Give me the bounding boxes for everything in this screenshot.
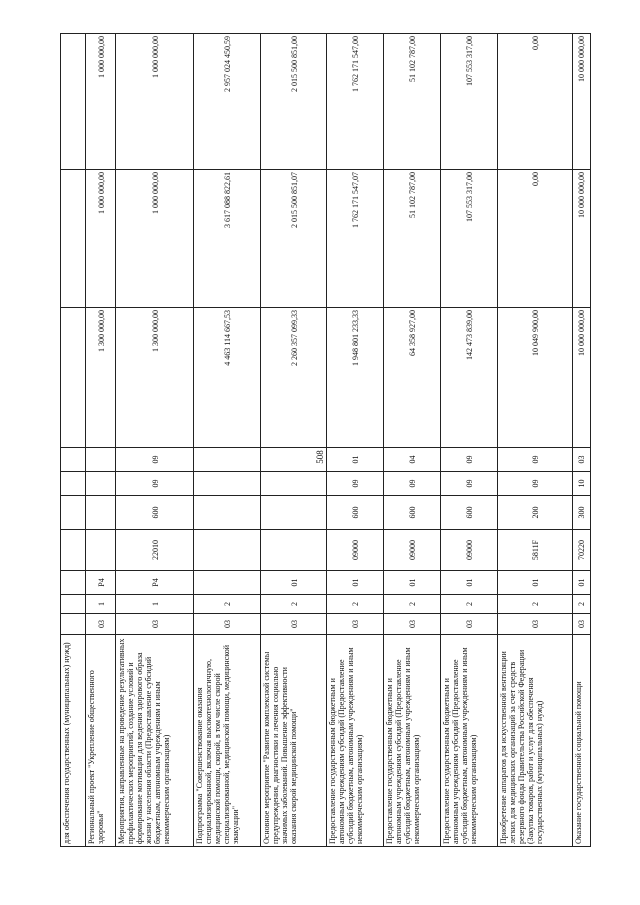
amount-col-3: 2 015 500 851,00 bbox=[261, 33, 327, 170]
code-subsection bbox=[86, 448, 116, 472]
code-subprogram: 2 bbox=[327, 595, 384, 614]
amount-col-3: 10 000 000,00 bbox=[573, 33, 590, 170]
code-subsection bbox=[61, 448, 86, 472]
amount-col-2: 3 617 088 822,61 bbox=[194, 170, 261, 308]
row-name: Оказание государственной социальной помощи bbox=[573, 635, 590, 847]
code-program bbox=[61, 614, 86, 635]
code-activity: P4 bbox=[86, 571, 116, 595]
amount-col-1 bbox=[61, 308, 86, 448]
amount-col-3: 51 102 787,00 bbox=[384, 33, 441, 170]
amount-col-3: 107 553 317,00 bbox=[441, 33, 498, 170]
amount-col-3: 2 957 024 450,59 bbox=[194, 33, 261, 170]
code-subprogram: 1 bbox=[116, 595, 194, 614]
table-row bbox=[85, 33, 116, 847]
code-program: 03 bbox=[116, 614, 194, 635]
code-direction: 09000 bbox=[327, 530, 384, 571]
amount-col-1: 64 358 927,00 bbox=[384, 308, 441, 448]
amount-col-2: 1 000 000,00 bbox=[116, 170, 194, 308]
code-activity: 01 bbox=[573, 571, 590, 595]
amount-col-3: 0,00 bbox=[498, 33, 573, 170]
amount-col-1: 2 260 357 099,33 bbox=[261, 308, 327, 448]
table-row bbox=[193, 33, 261, 847]
code-section bbox=[86, 472, 116, 496]
row-name: Предоставление государственным бюджетным и автономным учреждениям субсидий (Предоставление субсидий бюджетным, автономным учреждениям и иным некоммерческим организациям) bbox=[441, 635, 498, 847]
code-expense-type bbox=[86, 496, 116, 530]
code-subsection: 09 bbox=[441, 448, 498, 472]
amount-col-2 bbox=[61, 170, 86, 308]
code-subsection: 09 bbox=[498, 448, 573, 472]
amount-col-2: 1 000 000,00 bbox=[86, 170, 116, 308]
page-number: 508 bbox=[315, 450, 325, 464]
code-subprogram: 2 bbox=[573, 595, 590, 614]
table-row bbox=[383, 33, 441, 847]
amount-col-1: 1 300 000,00 bbox=[116, 308, 194, 448]
code-subprogram: 2 bbox=[441, 595, 498, 614]
code-section: 10 bbox=[573, 472, 590, 496]
code-subsection: 04 bbox=[384, 448, 441, 472]
code-activity bbox=[61, 571, 86, 595]
code-direction: 09000 bbox=[441, 530, 498, 571]
code-section bbox=[261, 472, 327, 496]
code-activity: 01 bbox=[384, 571, 441, 595]
row-name: Приобретение аппаратов для искусственной вентиляции легких для медицинских организаций за счет средств резервного фонда Правительства Российской Федерации (Закупка товаров, работ и услуг для обеспечения государственных (муниципальных) нужд) bbox=[498, 635, 573, 847]
code-program: 03 bbox=[384, 614, 441, 635]
code-expense-type bbox=[261, 496, 327, 530]
amount-col-1: 10 049 900,00 bbox=[498, 308, 573, 448]
amount-col-2: 10 000 000,00 bbox=[573, 170, 590, 308]
amount-col-3: 1 762 171 547,00 bbox=[327, 33, 384, 170]
code-direction bbox=[194, 530, 261, 571]
code-program: 03 bbox=[573, 614, 590, 635]
code-direction: 70220 bbox=[573, 530, 590, 571]
code-program: 03 bbox=[86, 614, 116, 635]
table-row bbox=[260, 33, 327, 847]
table-row bbox=[115, 33, 194, 847]
table-row bbox=[497, 33, 573, 847]
code-subsection: 09 bbox=[116, 448, 194, 472]
row-name: Предоставление государственным бюджетным и автономным учреждениям субсидий (Предоставление субсидий бюджетным, автономным учреждениям и иным некоммерческим организациям) bbox=[384, 635, 441, 847]
row-name: для обеспечения государственных (муниципальных) нужд) bbox=[61, 635, 86, 847]
code-activity bbox=[194, 571, 261, 595]
amount-col-1: 4 463 114 667,53 bbox=[194, 308, 261, 448]
code-expense-type: 600 bbox=[441, 496, 498, 530]
code-section bbox=[194, 472, 261, 496]
code-direction bbox=[61, 530, 86, 571]
code-direction: 5811F bbox=[498, 530, 573, 571]
code-subprogram bbox=[61, 595, 86, 614]
amount-col-3: 1 000 000,00 bbox=[86, 33, 116, 170]
amount-col-2: 0,00 bbox=[498, 170, 573, 308]
code-subprogram: 1 bbox=[86, 595, 116, 614]
code-direction: 22010 bbox=[116, 530, 194, 571]
row-name: Предоставление государственным бюджетным и автономным учреждениям субсидий (Предоставление субсидий бюджетным, автономным учреждениям и иным некоммерческим организациям) bbox=[327, 635, 384, 847]
code-section: 09 bbox=[384, 472, 441, 496]
code-program: 03 bbox=[441, 614, 498, 635]
row-name: Подпрограмма "Совершенствование оказания специализированной, включая высокотехнологичную, медицинской помощи, скорой, в том числе скорой специализированной, медицинской помощи, медицинской эвакуации" bbox=[194, 635, 261, 847]
row-name: Региональный проект "Укрепление общественного здоровья" bbox=[86, 635, 116, 847]
amount-col-2: 107 553 317,00 bbox=[441, 170, 498, 308]
code-expense-type: 200 bbox=[498, 496, 573, 530]
amount-col-2: 1 762 171 547,07 bbox=[327, 170, 384, 308]
code-direction bbox=[86, 530, 116, 571]
code-direction bbox=[261, 530, 327, 571]
code-section: 09 bbox=[116, 472, 194, 496]
code-expense-type: 300 bbox=[573, 496, 590, 530]
code-expense-type bbox=[194, 496, 261, 530]
code-program: 03 bbox=[194, 614, 261, 635]
code-program: 03 bbox=[327, 614, 384, 635]
code-activity: 01 bbox=[327, 571, 384, 595]
code-subprogram: 2 bbox=[261, 595, 327, 614]
table-row bbox=[440, 33, 498, 847]
code-subprogram: 2 bbox=[384, 595, 441, 614]
table-row bbox=[326, 33, 384, 847]
code-subsection bbox=[194, 448, 261, 472]
code-expense-type: 600 bbox=[384, 496, 441, 530]
code-section: 09 bbox=[441, 472, 498, 496]
code-expense-type: 600 bbox=[116, 496, 194, 530]
code-subsection: 03 bbox=[573, 448, 590, 472]
row-name: Основное мероприятие "Развитие комплексной системы предупреждения, диагностики и лечения социально значимых заболеваний. Повышение эффективности оказания скорой медицинской помощи" bbox=[261, 635, 327, 847]
table-row bbox=[572, 33, 591, 847]
code-expense-type: 600 bbox=[327, 496, 384, 530]
code-activity: 01 bbox=[261, 571, 327, 595]
amount-col-1: 142 473 839,00 bbox=[441, 308, 498, 448]
code-subsection bbox=[261, 448, 327, 472]
code-section: 09 bbox=[498, 472, 573, 496]
code-program: 03 bbox=[261, 614, 327, 635]
amount-col-3 bbox=[61, 33, 86, 170]
code-direction: 09000 bbox=[384, 530, 441, 571]
code-activity: 01 bbox=[498, 571, 573, 595]
amount-col-1: 1 948 801 233,33 bbox=[327, 308, 384, 448]
table-row bbox=[60, 33, 86, 847]
code-section: 09 bbox=[327, 472, 384, 496]
code-program: 03 bbox=[498, 614, 573, 635]
code-subprogram: 2 bbox=[498, 595, 573, 614]
amount-col-1: 1 300 000,00 bbox=[86, 308, 116, 448]
amount-col-3: 1 000 000,00 bbox=[116, 33, 194, 170]
row-name: Мероприятия, направленные на проведение результативных профилактических мероприятий, создание условий и формирование мотивации для ведения здорового образа жизни у населения области (Предоставление субсидий бюджетным, автономным учреждениям и иным некоммерческим организациям) bbox=[116, 635, 194, 847]
amount-col-1: 10 000 000,00 bbox=[573, 308, 590, 448]
amount-col-2: 51 102 787,00 bbox=[384, 170, 441, 308]
budget-table bbox=[60, 33, 589, 847]
code-subsection: 01 bbox=[327, 448, 384, 472]
code-activity: P4 bbox=[116, 571, 194, 595]
code-section bbox=[61, 472, 86, 496]
code-expense-type bbox=[61, 496, 86, 530]
code-subprogram: 2 bbox=[194, 595, 261, 614]
budget-table-scan bbox=[60, 33, 589, 847]
code-activity: 01 bbox=[441, 571, 498, 595]
amount-col-2: 2 015 500 851,07 bbox=[261, 170, 327, 308]
